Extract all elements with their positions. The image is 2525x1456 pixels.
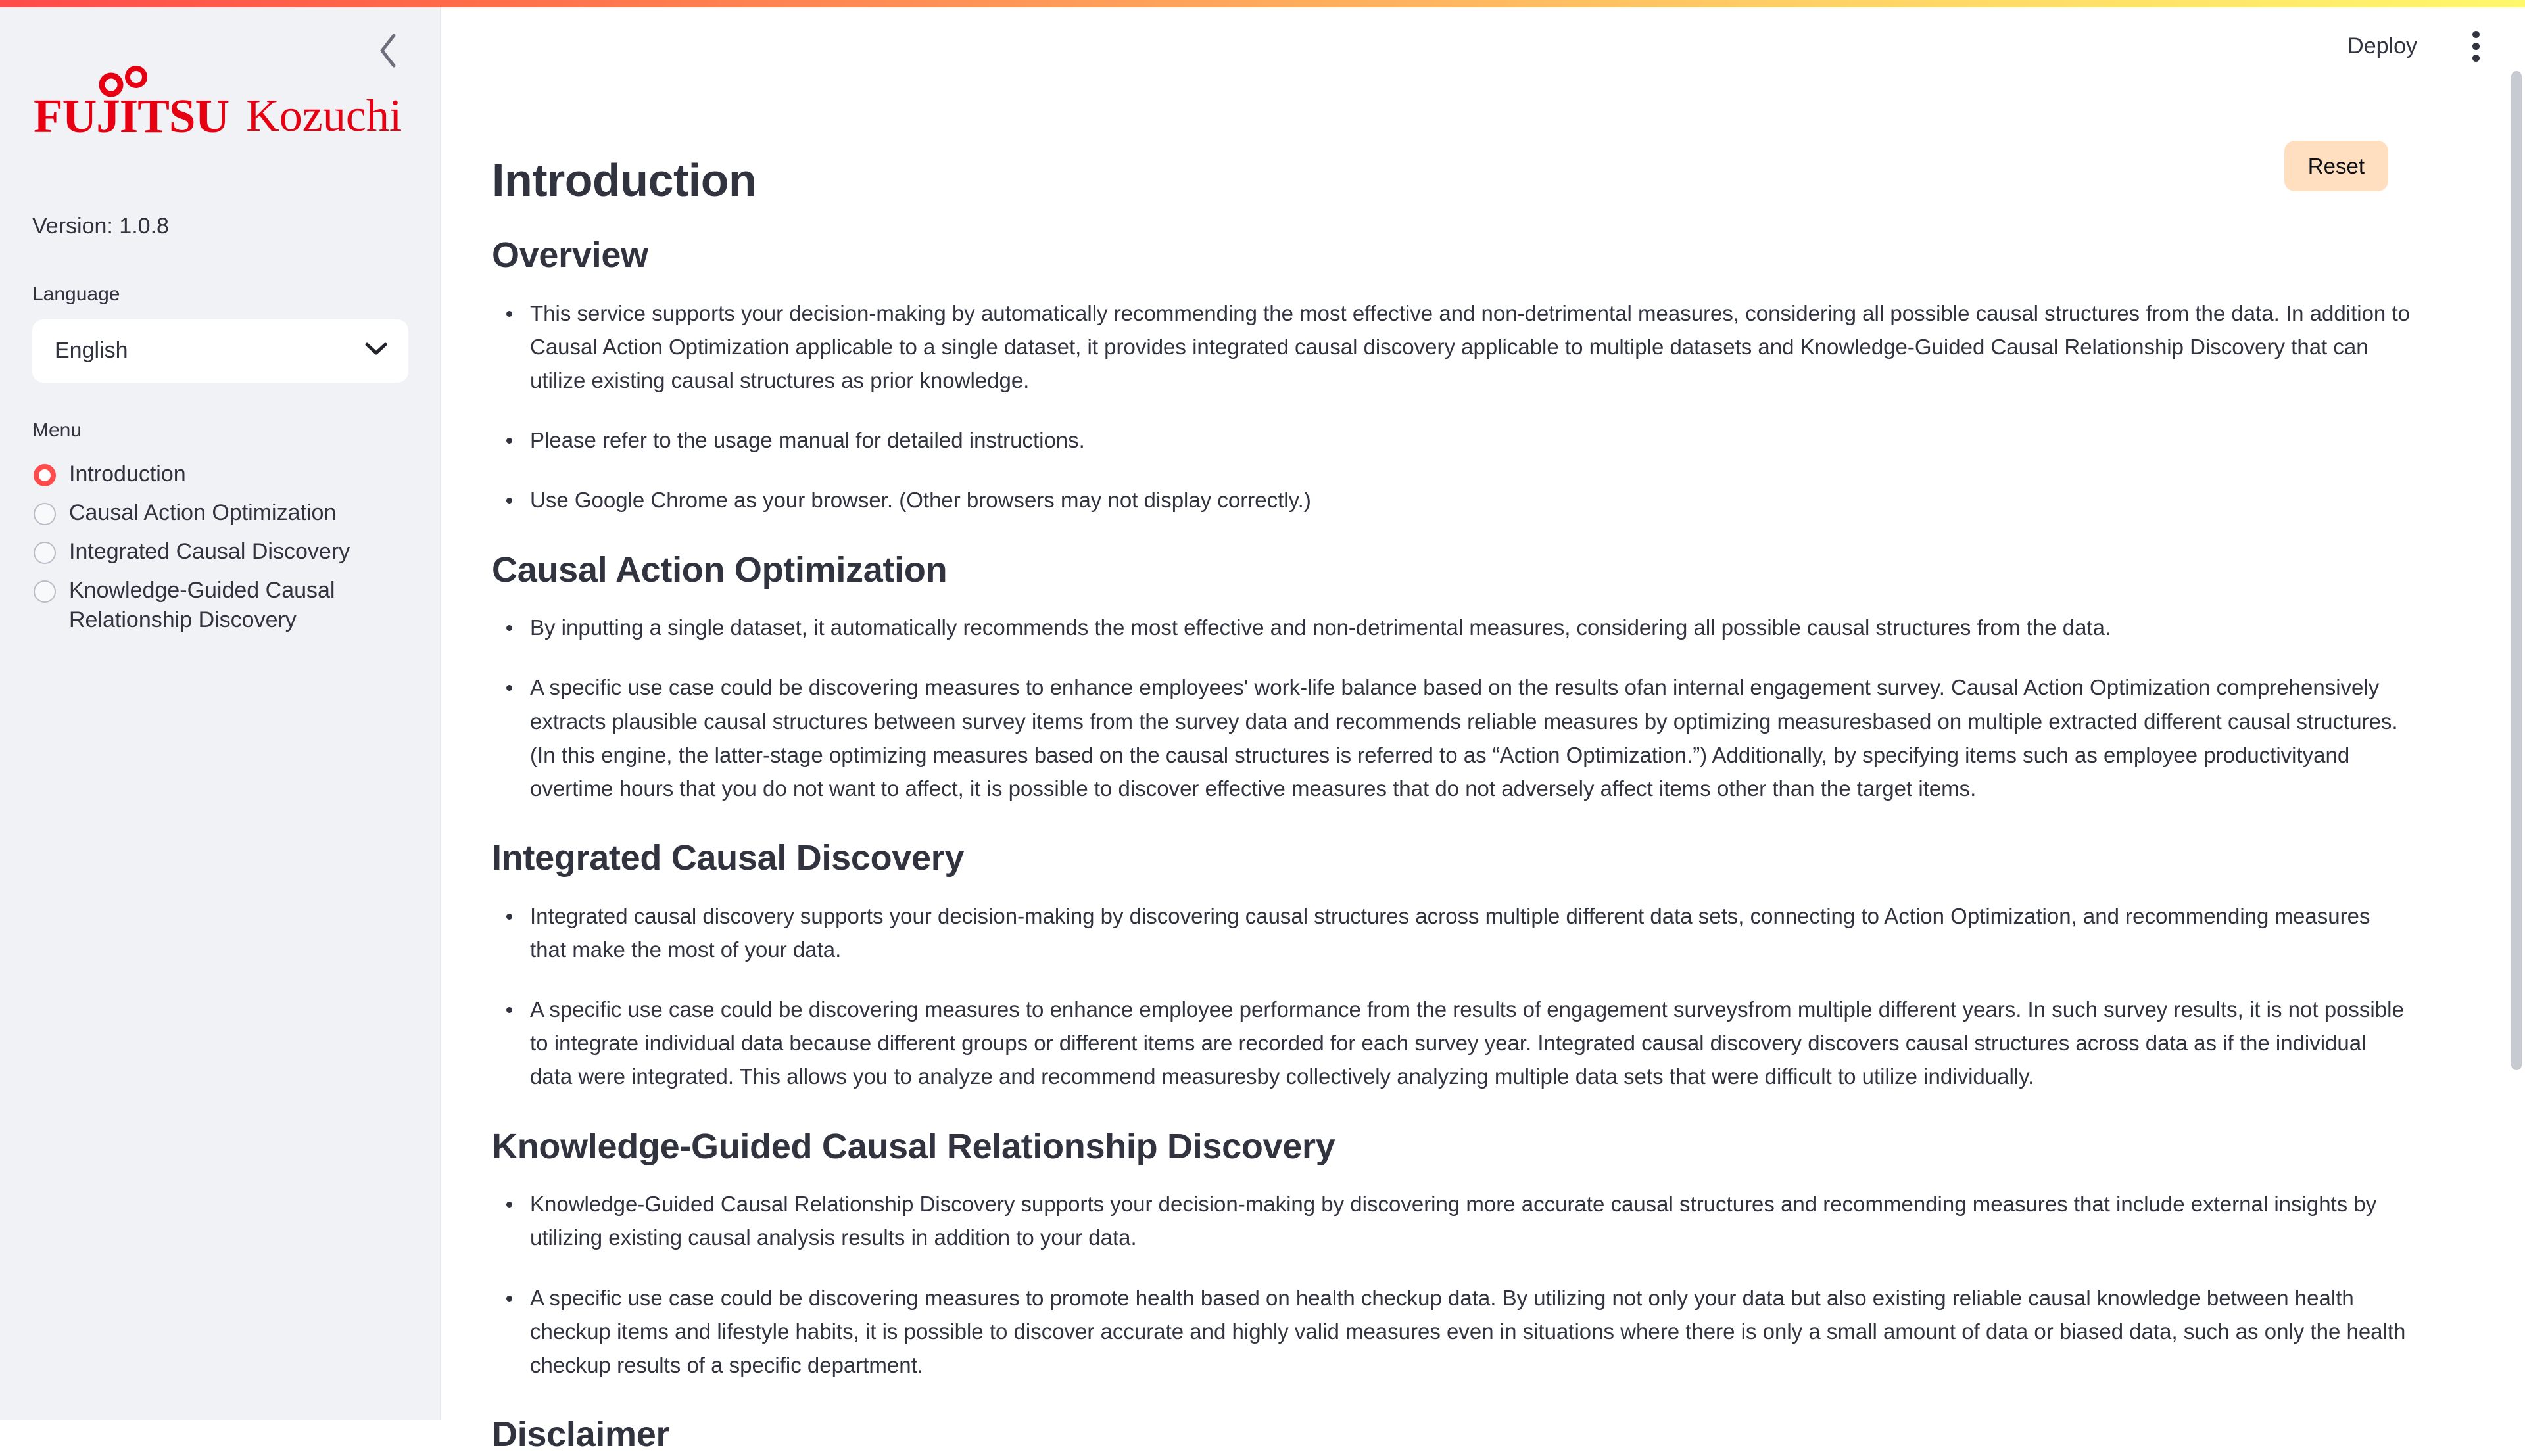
reset-button[interactable]: Reset [2284,141,2388,191]
main-content [441,0,2525,1454]
section-bullets-overview [492,296,2459,517]
section-heading-overview: Overview [492,235,648,275]
logo-product-text: Kozuchi [246,91,402,141]
section-heading-disclaimer: Disclaimer [492,1415,670,1454]
chevron-left-icon [377,33,399,68]
list-item: Please refer to the usage manual for detailed instructions. [492,423,2412,457]
list-item: Integrated causal discovery supports your decision-making by discovering causal structures across multiple different data sets, connecting to Action Optimization, and recommending measures that make the most of your data. [492,899,2412,966]
list-item: A specific use case could be discovering measures to enhance employees' work-life balance based on the results ofan internal engagement survey. Causal Action Optimization comprehensively extracts plausible causal structures between survey items from the survey data and recommends reliable measures by optimizing measuresbased on multiple extracted different causal structures.(In this engine, the latter-stage optimizing measures based on the causal structures is referred to as “Action Optimization.”) Additionally, by specifying items such as employee productivityand overtime hours that you do not want to affect, it is possible to discover effective measures that do not adversely affect items other than the target items. [492,670,2412,805]
section-heading-integrated-causal-discovery: Integrated Causal Discovery [492,838,965,878]
section-heading-causal-action-optimization: Causal Action Optimization [492,550,948,590]
page-title: Introduction [492,154,757,206]
document-scroll-area [0,92,2525,1454]
sidebar-collapse-button[interactable] [369,32,407,70]
menu-label: Menu [32,419,82,441]
kebab-dot [2472,31,2480,38]
deploy-button[interactable]: Deploy [2347,33,2417,59]
document-body [492,92,2459,1456]
sidebar-item-label: Causal Action Optimization [69,500,337,525]
list-item: Use Google Chrome as your browser. (Other browsers may not display correctly.) [492,483,2412,517]
section-heading-knowledge-guided-causal-relationship-discovery: Knowledge-Guided Causal Relationship Discovery [492,1126,1335,1166]
top-header-bar [441,0,2525,92]
sidebar-item-label: Integrated Causal Discovery [69,539,350,565]
language-select-value: English [55,338,128,364]
sidebar-item-label: Knowledge-Guided Causal Relationship Discovery [69,578,335,633]
vertical-scrollbar[interactable] [2508,0,2525,1420]
kebab-dot [2472,43,2480,50]
language-label: Language [32,283,120,305]
more-vertical-icon[interactable] [2457,27,2495,65]
kebab-dot [2472,55,2480,62]
logo-brand-text: FUJITSU [34,89,229,143]
list-item: A specific use case could be discovering measures to enhance employee performance from the results of engagement surveysfrom multiple different years. In such survey results, it is not possible to integrate individual data because different groups or different items are recorded for each survey year. Integrated causal discovery discovers causal structures across data as if the individual data were integrated. This allows you to analyze and recommend measuresby collectively analyzing multiple data sets that were difficult to utilize individually. [492,993,2412,1093]
section-bullets-integrated-causal-discovery [492,899,2459,1094]
version-text: Version: 1.0.8 [32,214,169,239]
list-item: A specific use case could be discovering measures to promote health based on health checkup data. By utilizing not only your data but also existing reliable causal knowledge between health checkup items and lifestyle habits, it is possible to discover accurate and highly valid measures even in situations where there is only a small amount of data or biased data, such as only the health checkup results of a specific department. [492,1281,2412,1382]
top-gradient-bar [0,0,2525,7]
scrollbar-thumb[interactable] [2511,71,2522,1070]
list-item: By inputting a single dataset, it automatically recommends the most effective and non-detrimental measures, considering all possible causal structures from the data. [492,611,2412,644]
list-item: Knowledge-Guided Causal Relationship Discovery supports your decision-making by discovering more accurate causal structures and recommending measures that include external insights by utilizing existing causal analysis results in addition to your data. [492,1187,2412,1254]
section-bullets-knowledge-guided [492,1187,2459,1382]
section-bullets-causal-action-optimization [492,611,2459,805]
list-item: This service supports your decision-making by automatically recommending the most effective and non-detrimental measures, considering all possible causal structures from the data. In addition to Causal Action Optimization applicable to a single dataset, it provides integrated causal discovery applicable to multiple datasets and Knowledge-Guided Causal Relationship Discovery that can utilize existing causal structures as prior knowledge. [492,296,2412,397]
sidebar-item-label: Introduction [69,461,186,486]
